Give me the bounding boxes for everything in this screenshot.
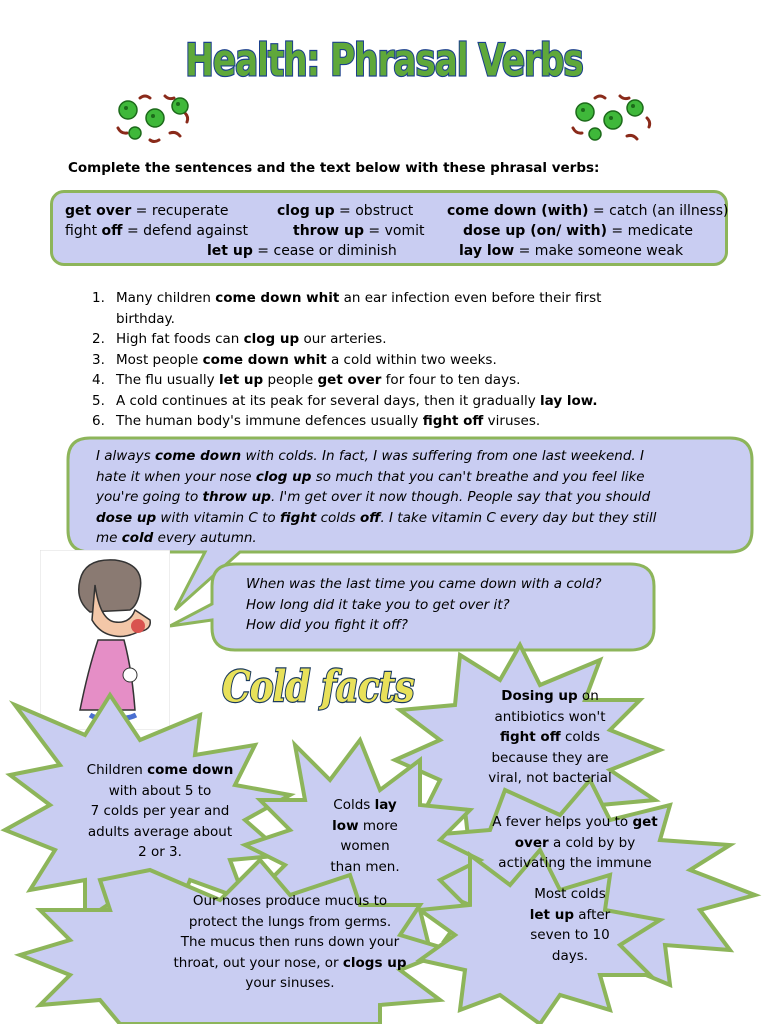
fact-children: Children come down with about 5 to 7 colds per year and adults average about 2 or 3.	[86, 762, 234, 860]
list-item: 4. The flu usually let up people get over for four to ten days.	[92, 372, 521, 388]
page-title: Health: Phrasal Verbs	[185, 34, 583, 86]
paragraph-text: I always come down with colds. In fact, I was suffering from one last weekend. I hate it when your nose clog up so much that you can't breathe and you feel like you're going to throw up. I'm get over it now though. People say that you should dose up with vitamin C to fight colds off. I take vitamin C every day but they still me cold every autumn.	[96, 448, 657, 546]
vocab-dose-up: dose up (on/ with) = medicate	[463, 223, 694, 239]
list-item: 5. A cold continues at its peak for several days, then it gradually lay low.	[92, 392, 598, 409]
vocabulary-box	[50, 190, 728, 266]
list-item: birthday.	[116, 310, 175, 327]
sentence-list	[92, 288, 652, 432]
list-item: 6. The human body's immune defences usually fight off viruses.	[92, 413, 541, 429]
questions-text: When was the last time you came down with a cold? How long did it take you to get over it? How did you fight it off?	[246, 576, 602, 633]
fact-women: Colds lay low more women than men.	[330, 797, 400, 875]
fact-fever: A fever helps you to get over a cold by by activating the immune	[492, 814, 658, 871]
vocab-throw-up: throw up = vomit	[293, 223, 425, 239]
fact-most-colds: Most colds let up after seven to 10 days.	[529, 886, 611, 964]
list-item: 1. Many children come down whit an ear infection even before their first	[92, 290, 602, 306]
cold-facts-title: Cold facts	[222, 661, 414, 713]
instructions: Complete the sentences and the text below with these phrasal verbs:	[68, 160, 600, 176]
vocab-get-over: get over = recuperate	[65, 203, 229, 219]
vocab-clog-up: clog up = obstruct	[277, 203, 414, 219]
fact-dosing: Dosing up on antibiotics won't fight off colds because they are viral, not bacterial	[488, 688, 612, 786]
germs-right-icon	[565, 88, 655, 148]
vocab-let-up: let up = cease or diminish	[207, 243, 397, 259]
vocab-fight-off: fight off = defend against	[65, 223, 248, 239]
vocab-come-down: come down (with) = catch (an illness)	[447, 203, 729, 219]
list-item: 3. Most people come down whit a cold within two weeks.	[92, 351, 497, 368]
list-item: 2. High fat foods can clog up our arteries.	[92, 331, 387, 347]
vocab-lay-low: lay low = make someone weak	[459, 243, 684, 259]
fact-noses: Our noses produce mucus to protect the lungs from germs. The mucus then runs down your throat, out your nose, or clogs up your sinuses.	[173, 893, 407, 991]
germs-left-icon	[110, 88, 200, 148]
